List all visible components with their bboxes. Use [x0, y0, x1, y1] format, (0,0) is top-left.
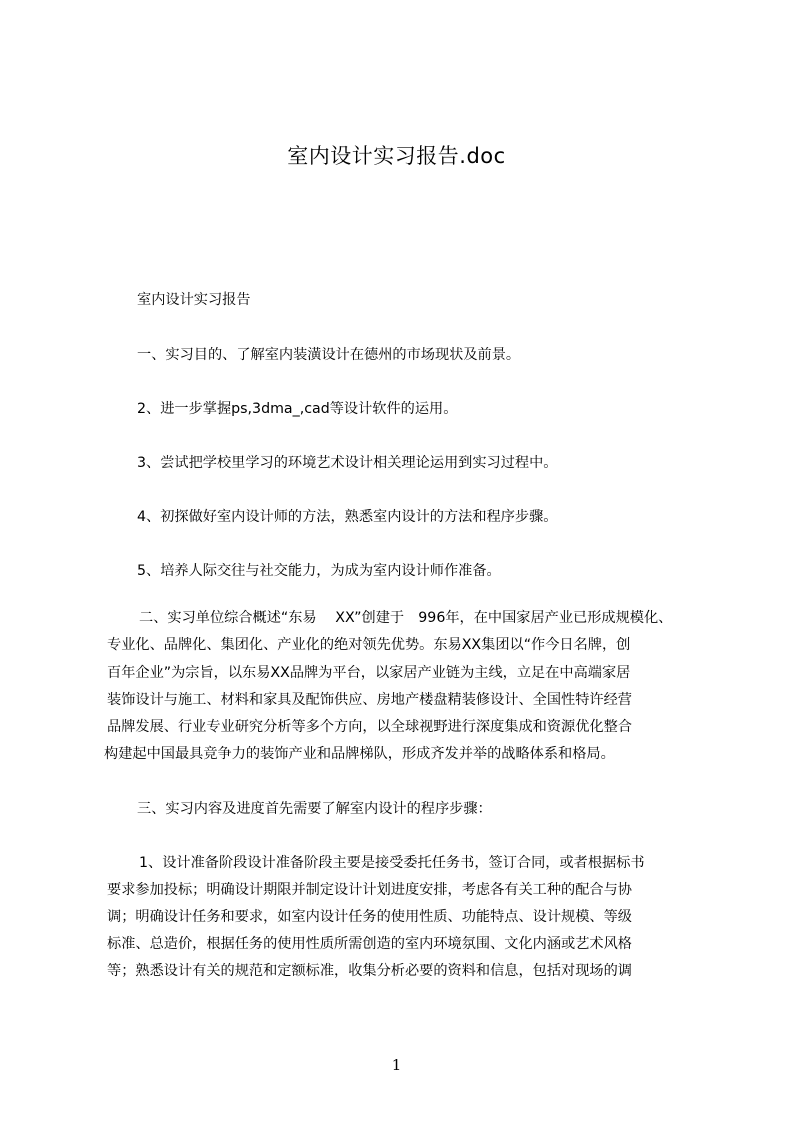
- report-heading: 室内设计实习报告: [137, 292, 251, 308]
- section2-line: 构建起中国最具竞争力的装饰产业和品牌梯队，形成齐发并举的战略体系和格局。: [104, 746, 615, 762]
- section2-line: 装饰设计与施工、材料和家具及配饰供应、房地产楼盘精装修设计、全国性特许经营: [107, 692, 632, 708]
- objective-paragraph: 2、进一步掌握ps,3dma_,cad等设计软件的运用。: [137, 401, 458, 417]
- document-title: 室内设计实习报告.doc: [287, 144, 506, 168]
- objective-paragraph: 4、初探做好室内设计师的方法，熟悉室内设计的方法和程序步骤。: [137, 509, 558, 525]
- section2-line: 专业化、品牌化、集团化、产业化的绝对领先优势。东易XX集团以“作今日名牌，创: [107, 637, 631, 653]
- section2-line: 百年企业”为宗旨，以东易XX品牌为平台，以家居产业链为主线，立足在中高端家居: [107, 665, 631, 681]
- section3-line: 等；熟悉设计有关的规范和定额标准，收集分析必要的资料和信息，包括对现场的调: [107, 963, 632, 979]
- section3-line: 调；明确设计任务和要求，如室内设计任务的使用性质、功能特点、设计规模、等级: [107, 909, 632, 925]
- section2-line: 二、实习单位综合概述“东易 XX”创建于 996年，在中国家居产业已形成规模化、: [139, 610, 673, 626]
- section3-line: 1、设计准备阶段设计准备阶段主要是接受委托任务书，签订合同，或者根据标书: [139, 855, 645, 871]
- section3-line: 要求参加投标；明确设计期限并制定设计计划进度安排，考虑各有关工种的配合与协: [107, 882, 632, 898]
- section2-line: 品牌发展、行业专业研究分析等多个方向，以全球视野进行深度集成和资源优化整合: [107, 719, 632, 735]
- page-number: 1: [391, 1056, 402, 1074]
- section3-line: 标准、总造价，根据任务的使用性质所需创造的室内环境氛围、文化内涵或艺术风格: [107, 936, 632, 952]
- objective-paragraph: 5、培养人际交往与社交能力，为成为室内设计师作准备。: [137, 563, 501, 579]
- objective-paragraph: 3、尝试把学校里学习的环境艺术设计相关理论运用到实习过程中。: [137, 455, 558, 471]
- section3-heading: 三、实习内容及进度首先需要了解室内设计的程序步骤：: [137, 801, 492, 817]
- objective-paragraph: 一、实习目的、了解室内装潢设计在德州的市场现状及前景。: [137, 347, 521, 363]
